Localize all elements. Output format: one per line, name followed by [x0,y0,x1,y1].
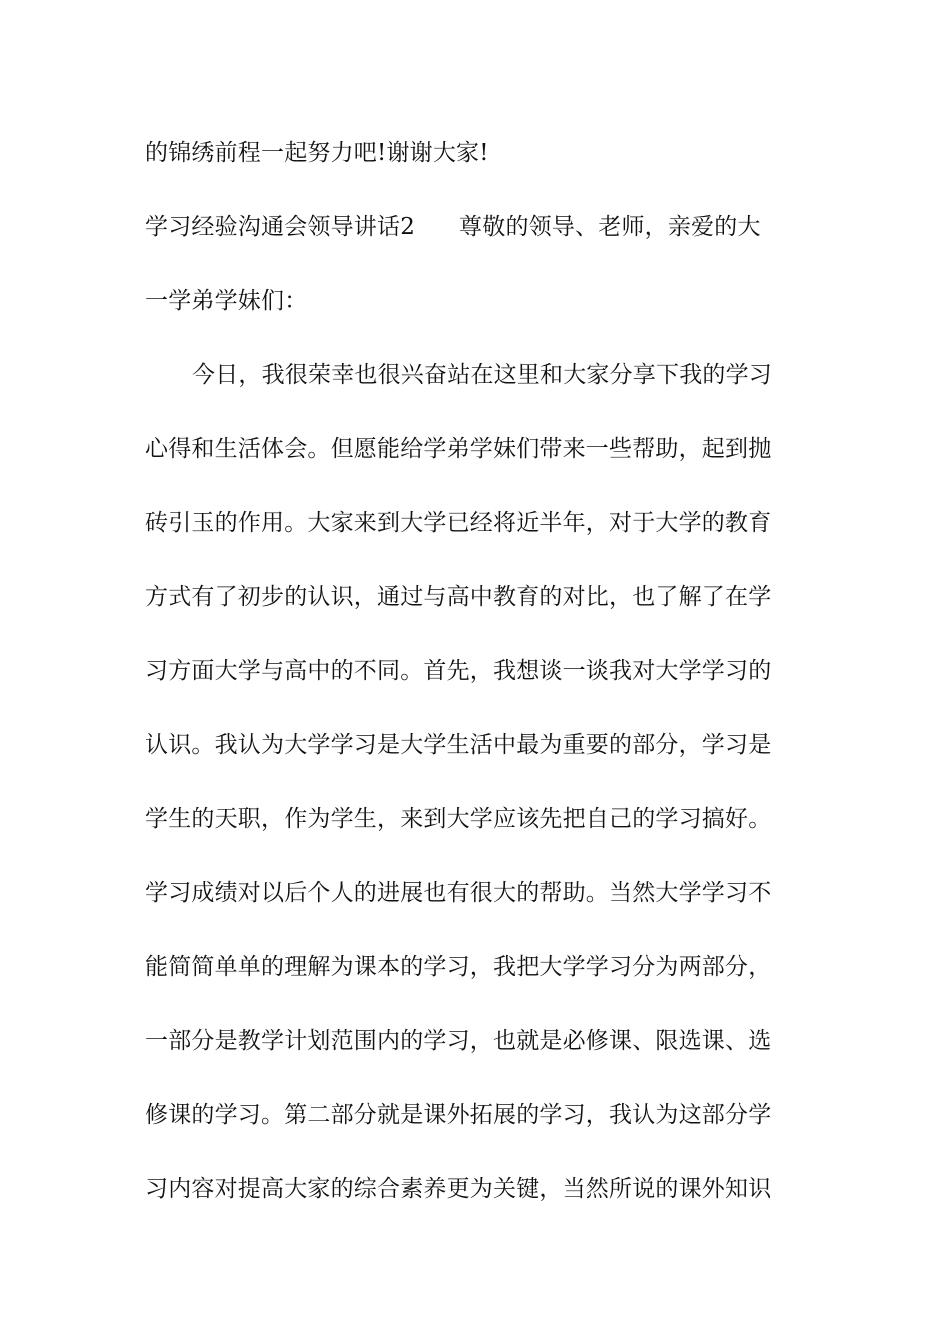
text-line: 认识。我认为大学学习是大学生活中最为重要的部分，学习是 [145,732,772,758]
text-line: 学生的天职，作为学生，来到大学应该先把自己的学习搞好。 [145,806,772,832]
text-line: 修课的学习。第二部分就是课外拓展的学习，我认为这部分学 [145,1102,772,1128]
text-line: 学习成绩对以后个人的进展也有很大的帮助。当然大学学习不 [145,880,772,906]
heading-line [145,212,810,242]
text-line: 方式有了初步的认识，通过与高中教育的对比，也了解了在学 [145,584,772,610]
text-line: 一部分是教学计划范围内的学习，也就是必修课、限选课、选 [145,1028,772,1054]
text-line: 能简简单单的理解为课本的学习，我把大学学习分为两部分， [145,954,772,980]
text-line: 一学弟学妹们： [145,288,308,314]
text-line: 的锦绣前程一起努力吧!谢谢大家! [145,140,489,166]
text-line: 心得和生活体会。但愿能给学弟学妹们带来一些帮助，起到抛 [145,436,772,462]
text-line: 习方面大学与高中的不同。首先，我想谈一谈我对大学学习的 [145,658,772,684]
text-line: 习内容对提高大家的综合素养更为关键，当然所说的课外知识 [145,1176,772,1202]
salutation-start: 尊敬的领导、老师，亲爱的大 [459,214,761,240]
text-line: 砖引玉的作用。大家来到大学已经将近半年，对于大学的教育 [145,510,772,536]
section-title: 学习经验沟通会领导讲话2 [145,214,416,240]
paragraph-first-line: 今日，我很荣幸也很兴奋站在这里和大家分享下我的学习 [192,362,772,388]
